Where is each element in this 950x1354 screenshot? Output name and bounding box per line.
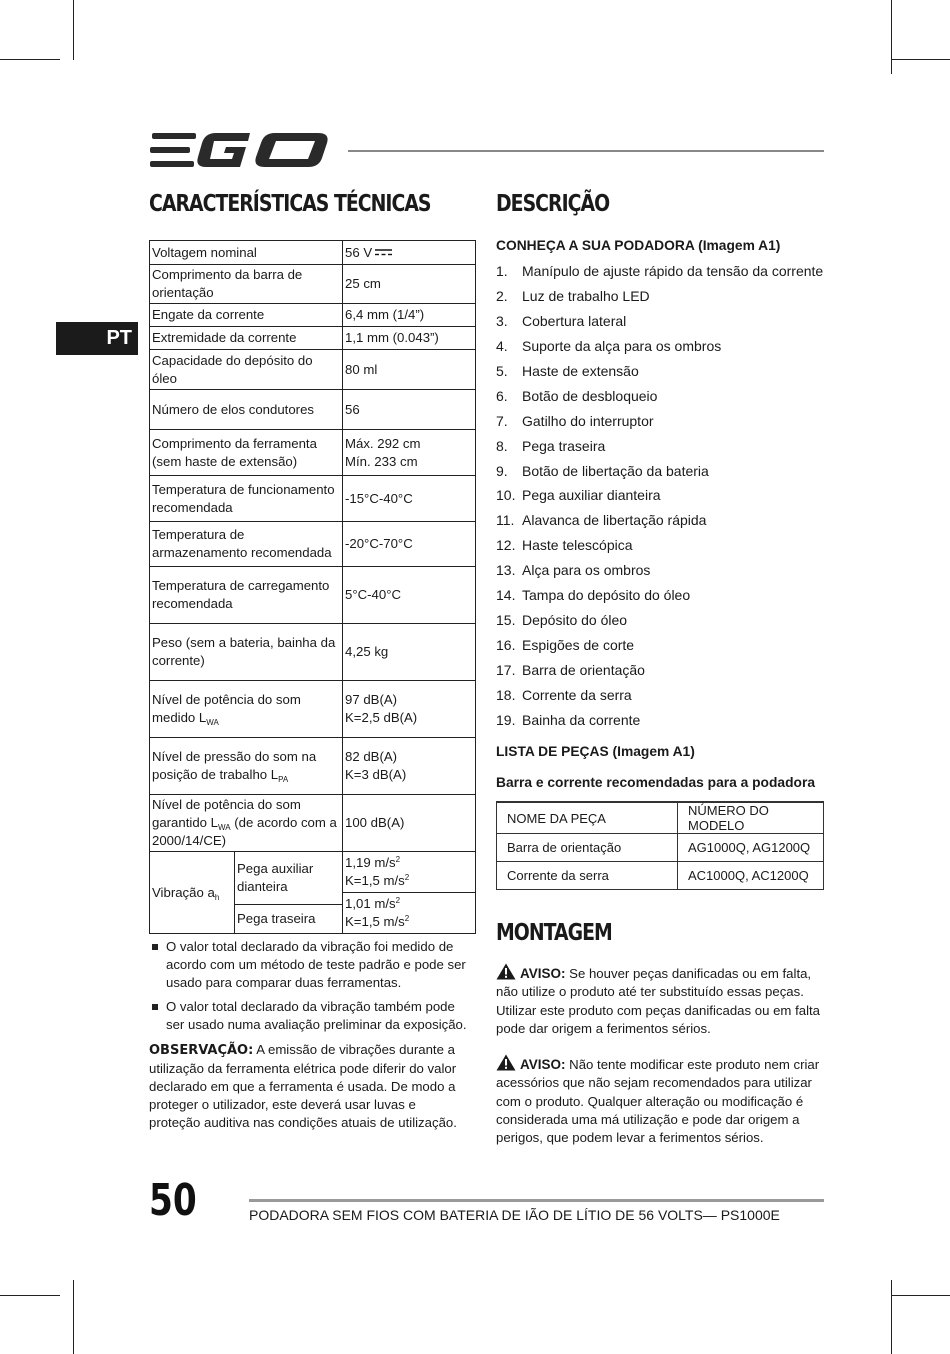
spec-value: 1,1 mm (0.043”) [343,327,476,350]
column-header: NÚMERO DO MODELO [678,802,824,834]
table-cell: Barra de orientação [497,834,678,862]
vibration-rear-label: Pega traseira [237,911,316,927]
warning-paragraph [496,1054,826,1147]
description-subtitle: CONHEÇA A SUA PODADORA (Imagem A1) [496,238,781,253]
list-item: 10. Pega auxiliar dianteira [496,487,661,504]
table-cell: Corrente da serra [497,862,678,890]
list-item: 14. Tampa do depósito do óleo [496,587,691,604]
language-tab: PT [56,322,138,355]
bullet-icon [152,944,158,950]
spec-value: 56 [343,390,476,430]
spec-label: Nível de potência do som garantido $L_{WA}$ (de acordo com a 2000/14/CE) [150,795,343,852]
list-item: 7. Gatilho do interruptor [496,412,654,429]
recommended-parts-table [496,801,824,890]
list-item: 11. Alavanca de libertação rápida [496,512,707,529]
spec-label: Temperatura de armazenamento recomendada [150,522,343,567]
list-item: 16. Espigões de corte [496,637,635,654]
spec-value: 82 dB(A) K=3 dB(A) [343,738,476,795]
spec-label: Temperatura de funcionamento recomendada [150,476,343,522]
spec-label: Nível de pressão do som na posição de trabalho $L_{PA}$ [150,738,343,795]
table-row [150,476,476,522]
spec-value: 6,4 mm (1/4”) [343,304,476,327]
spec-label: Voltagem nominal [150,241,343,265]
warning-text: Não tente modificar este produto nem criar acessórios que não sejam recomendados para utilizar com o produto. Qualquer alteração ou modificação é considerada uma má utilização e pode dar origem a perigos, que podem levar a ferimentos sérios. [496,1057,820,1146]
list-item: 15. Depósito do óleo [496,612,628,629]
table-row [497,862,824,890]
observation-text: A emissão de vibrações durante a utilização da ferramenta elétrica pode diferir do valor declarado em que a ferramenta é usada. De modo a proteger o utilizador, este deverá usar luvas e proteção auditiva nas condições atuais de utilização. [149,1042,457,1130]
list-item: 4. Suporte da alça para os ombros [496,337,722,354]
warning-label: AVISO: [520,966,566,981]
spec-label: Nível de potência do som medido $L_{WA}$ [150,681,343,738]
spec-label: Peso (sem a bateria, bainha da corrente) [150,624,343,681]
spec-value: 5°C-40°C [343,567,476,624]
spec-label [150,852,343,934]
observation-label: OBSERVAÇÃO: [149,1043,254,1058]
table-row [150,681,476,738]
table-row [150,624,476,681]
vibration-front-value: 1,19 $m/s^2$ K=1,5 $m/s^2$ [343,852,476,893]
vibration-rear-value: 1,01 $m/s^2$ K=1,5 $m/s^2$ [343,893,476,934]
spec-value: Máx. 292 cm Mín. 233 cm [343,430,476,476]
crop-mark [891,59,950,60]
list-item: 3. Cobertura lateral [496,312,627,329]
table-row [150,327,476,350]
spec-label: Temperatura de carregamento recomendada [150,567,343,624]
warning-text: Se houver peças danificadas ou em falta, não utilize o produto até ter substituído essas peças. Utilizar este produto com peças danificadas ou em falta pode dar origem a ferimentos sérios. [496,966,820,1036]
table-row [150,241,476,265]
table-row [150,852,476,893]
table-row [150,567,476,624]
parts-list-title: LISTA DE PEÇAS (Imagem A1) [496,744,695,759]
spec-label: Número de elos condutores [150,390,343,430]
list-item: 1. Manípulo de ajuste rápido da tensão da corrente [496,263,824,279]
table-row [150,795,476,852]
spec-label: Comprimento da ferramenta (sem haste de extensão) [150,430,343,476]
spec-value: -15°C-40°C [343,476,476,522]
vibration-notes [149,938,469,1040]
spec-value: 80 ml [343,350,476,390]
specs-table [149,240,476,934]
list-item: 12. Haste telescópica [496,537,633,554]
table-row [150,430,476,476]
header-rule [348,150,824,152]
spec-label: Capacidade do depósito do óleo [150,350,343,390]
spec-label: Comprimento da barra de orientação [150,265,343,304]
warning-icon [496,963,516,980]
table-row [150,265,476,304]
spec-value: 4,25 kg [343,624,476,681]
spec-value: 56 V [343,241,476,265]
column-header: NOME DA PEÇA [497,802,678,834]
table-row [150,738,476,795]
parts-list [496,262,823,736]
crop-mark [891,1280,892,1354]
table-row [150,390,476,430]
list-item: 17. Barra de orientação [496,662,645,678]
table-row [150,304,476,327]
list-item: 8. Pega traseira [496,437,606,454]
crop-mark [73,1280,74,1354]
list-item: O valor total declarado da vibração também pode ser usado numa avaliação preliminar da exposição. [149,998,469,1034]
vibration-front-label: Pega auxiliar dianteira [235,852,343,905]
page-number: 50 [149,1175,197,1226]
crop-mark [73,0,74,60]
list-item: 13. Alça para os ombros [496,562,651,579]
spec-value: 97 dB(A) K=2,5 dB(A) [343,681,476,738]
warning-icon [496,1054,516,1071]
spec-label: Engate da corrente [150,304,343,327]
ego-logo [150,128,332,172]
crop-mark [0,59,60,60]
description-title: DESCRIÇÃO [496,191,610,217]
assembly-title: MONTAGEM [496,920,612,946]
table-row [150,522,476,567]
spec-label: Extremidade da corrente [150,327,343,350]
list-item: 19. Bainha da corrente [496,711,641,728]
specs-title: CARACTERÍSTICAS TÉCNICAS [149,191,431,217]
crop-mark [0,1295,60,1296]
spec-value: 100 dB(A) [343,795,476,852]
list-item: 6. Botão de desbloqueio [496,387,658,404]
warning-label: AVISO: [520,1057,566,1072]
crop-mark [891,0,892,74]
dc-symbol-icon [375,248,392,256]
list-item: 9. Botão de libertação da bateria [496,462,709,479]
list-item: 5. Haste de extensão [496,362,639,379]
list-item: 2. Luz de trabalho LED [496,287,650,304]
warning-paragraph [496,963,826,1038]
list-item: O valor total declarado da vibração foi medido de acordo com um método de teste padrão e pode ser usado para comparar duas ferramentas. [149,938,469,992]
footer-text: PODADORA SEM FIOS COM BATERIA DE IÃO DE LÍTIO DE 56 VOLTS— PS1000E [249,1207,780,1223]
list-item: 18. Corrente da serra [496,686,632,703]
table-cell: AG1000Q, AG1200Q [678,834,824,862]
footer-rule [249,1199,824,1202]
crop-mark [891,1295,950,1296]
table-header-row [497,802,824,834]
spec-value: -20°C-70°C [343,522,476,567]
parts-list-subtitle: Barra e corrente recomendadas para a podadora [496,775,815,790]
observation-paragraph [149,1041,464,1132]
spec-value: 25 cm [343,265,476,304]
vibration-label: Vibração $a_h$ [150,852,235,933]
table-cell: AC1000Q, AC1200Q [678,862,824,890]
table-row [497,834,824,862]
table-row [150,350,476,390]
bullet-icon [152,1004,158,1010]
